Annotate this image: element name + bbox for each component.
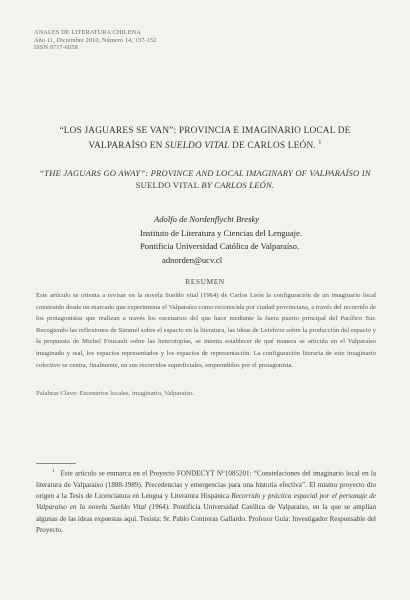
- title-en-main: “THE JAGUARS GO AWAY”: PROVINCE AND LOCAL IMAGINARY OF VALPARAÍSO IN: [39, 168, 371, 178]
- author-university: Pontificia Universidad Católica de Valparaíso.: [140, 241, 300, 251]
- footnote-part1: Este artículo se enmarca en el Proyecto FONDECYT N°1085201: “Constelaciones del imaginario local en la literatura de Valparaíso (1888-1989). Precedencias y emergencias para una historia efectiva”. El mismo proyecto dio origen a la Tesis de Licenciatura en Lengua y Literatura Hispánica: [36, 469, 376, 500]
- abstract-heading: RESUMEN: [185, 277, 225, 286]
- author-block: [140, 213, 390, 267]
- footnote-italic: Recorrido y práctica espacial por el personaje de Valparaíso en la novela Sueldo Vital (1964).: [36, 491, 376, 512]
- journal-header: [34, 29, 156, 52]
- abstract-text: Este artículo se orienta a revisar en la novela Sueldo vital (1964) de Carlos León la configuración de un imaginario local construido desde un marcado que experimenta el Valparaíso como reconocida por ciudad provinciana, a través del recorrido de los protagonistas que realizan a través los escenarios del que hace mediante la fuera puerto principal del Pacífico Sur. Recogiendo las reflexiones de Simmel sobre el espacio en la literatura, las ideas de Lefebvre sobre la producción del espacio y la propuesta de Michel Foucault sobre las heterotopías, se intenta establecer de qué manera se articula en el Valparaíso imaginado y real, los espacios representados y los espacios de representación. La configuración literaria de este imaginario colectivo se centra, finalmente, en sus recorridos superficiales, emprendidos por el protagonista.: [36, 292, 376, 369]
- footnote-part2: Pontificia Universidad Católica de Valparaíso, en la que se amplían algunas de las ideas expuestas aquí. Tesista: Sr. Pablo Contreras Gallardo. Profesor Guía: Investigador Responsable del Proyecto.: [36, 503, 376, 534]
- title-es-italic: SUELDO VITAL: [165, 141, 230, 152]
- title-en-upright: SUELDO VITAL: [135, 180, 200, 190]
- journal-issue: Año 11, Diciembre 2010, Número 14, 137-152: [34, 36, 157, 44]
- footnote-mark: 1: [52, 469, 55, 474]
- footnote: [36, 466, 376, 536]
- journal-issn: ISSN 0717-6058: [34, 44, 78, 52]
- author-email: adnorden@ucv.cl: [162, 254, 223, 265]
- author-institute: Instituto de Literatura y Ciencias del Lenguaje.: [140, 227, 303, 238]
- author-name: Adolfo de Nordenflycht Bresky: [154, 214, 260, 224]
- title-footnote-ref: 1: [318, 140, 322, 146]
- article-title-english: [36, 167, 374, 191]
- journal-name: ANALES DE LITERATURA CHILENA: [34, 29, 141, 36]
- keywords: Palabras Clave: Escenarios locales, imaginario, Valparaíso.: [36, 390, 195, 397]
- title-en-tail: BY CARLOS LEÓN.: [201, 180, 275, 190]
- title-es-main: “LOS JAGUARES SE VAN”: PROVINCIA E IMAGINARIO LOCAL DE VALPARAÍSO EN: [59, 126, 351, 152]
- title-es-tail: DE CARLOS LEÓN.: [232, 141, 316, 152]
- article-title-spanish: [36, 125, 374, 152]
- footnote-divider: [36, 463, 76, 464]
